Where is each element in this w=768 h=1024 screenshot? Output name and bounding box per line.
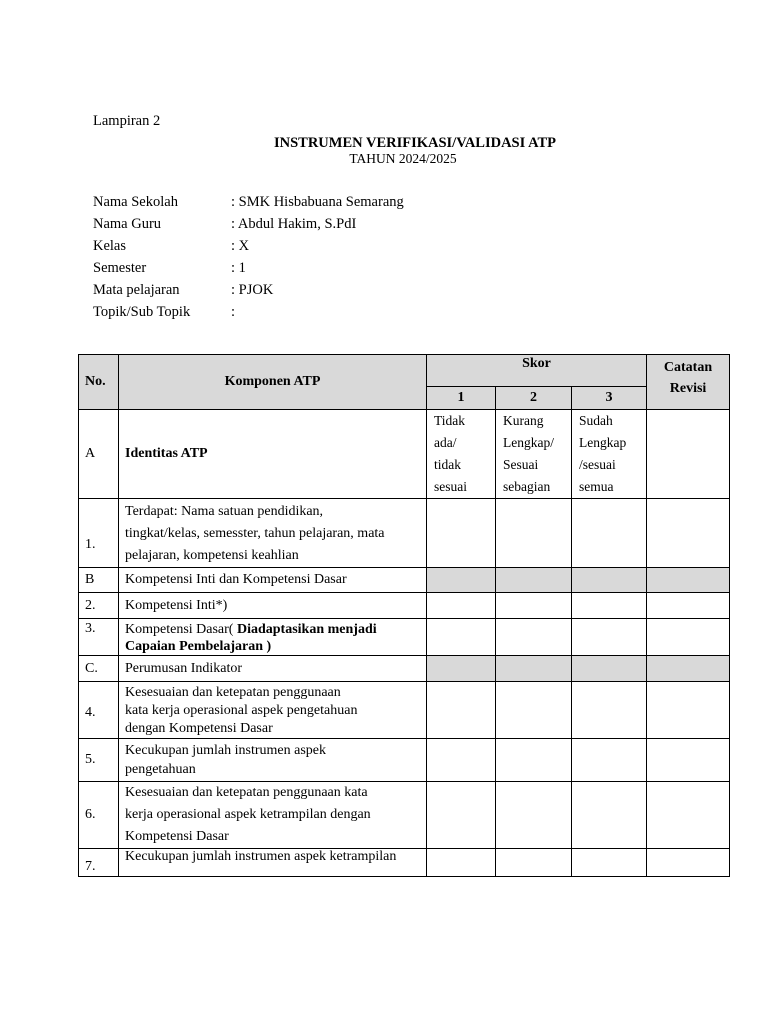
- row-7-label: Kecukupan jumlah instrumen aspek ketrampilan: [119, 849, 427, 877]
- shaded-cell: [647, 568, 730, 593]
- catatan-cell[interactable]: [647, 739, 730, 782]
- score-cell-1[interactable]: [427, 499, 496, 568]
- skor-1-line: tidak: [434, 457, 461, 472]
- score-cell-3[interactable]: [572, 782, 647, 849]
- header-catatan-revisi: [647, 355, 730, 410]
- header-komponen: Komponen ATP: [119, 355, 427, 410]
- score-cell-2[interactable]: [496, 849, 572, 877]
- row-b-label: Kompetensi Inti dan Kompetensi Dasar: [119, 568, 427, 593]
- score-cell-2[interactable]: [496, 782, 572, 849]
- catatan-cell[interactable]: [647, 410, 730, 499]
- catatan-cell[interactable]: [647, 782, 730, 849]
- row-3-label-bold-line2: Capaian Pembelajaran ): [125, 639, 272, 654]
- info-label-mata-pelajaran: Mata pelajaran: [93, 282, 180, 298]
- score-cell-2[interactable]: [496, 682, 572, 739]
- skor-1-line: Tidak: [434, 413, 466, 428]
- catatan-cell[interactable]: [647, 619, 730, 656]
- info-value-nama-sekolah: : SMK Hisbabuana Semarang: [231, 194, 404, 210]
- table-row-2: [79, 593, 730, 619]
- table-row-a: [79, 410, 730, 499]
- row-c-no: C.: [79, 656, 119, 682]
- shaded-cell: [572, 568, 647, 593]
- catatan-cell[interactable]: [647, 593, 730, 619]
- row-5-no: 5.: [79, 739, 119, 782]
- catatan-cell[interactable]: [647, 499, 730, 568]
- info-label-nama-guru: Nama Guru: [93, 216, 162, 232]
- table-row-3: [79, 619, 730, 656]
- row-6-line: Kesesuaian dan ketepatan penggunaan kata: [125, 785, 368, 800]
- header-catatan: Catatan: [663, 360, 713, 375]
- table-row-4: [79, 682, 730, 739]
- header-skor-1: 1: [427, 387, 496, 410]
- row-5-line: Kecukupan jumlah instrumen aspek: [125, 743, 327, 758]
- skor-2-line: sebagian: [503, 479, 551, 494]
- score-cell-2[interactable]: [496, 499, 572, 568]
- table-row-b: [79, 568, 730, 593]
- table-row-7: [79, 849, 730, 877]
- score-cell-2[interactable]: [496, 619, 572, 656]
- row-5-line: pengetahuan: [125, 762, 196, 777]
- score-cell-1[interactable]: [427, 619, 496, 656]
- info-value-topik: :: [231, 304, 236, 320]
- row-2-no: 2.: [79, 593, 119, 619]
- skor-2-line: Kurang: [503, 413, 544, 428]
- info-value-kelas: : X: [231, 238, 250, 254]
- header-no: No.: [79, 355, 119, 410]
- shaded-cell: [572, 656, 647, 682]
- header-skor-3: 3: [572, 387, 647, 410]
- score-cell-1[interactable]: [427, 739, 496, 782]
- skor-3-line: Lengkap: [579, 435, 627, 450]
- skor-1-description: [427, 410, 496, 499]
- shaded-cell: [496, 568, 572, 593]
- header-skor-2: 2: [496, 387, 572, 410]
- catatan-cell[interactable]: [647, 682, 730, 739]
- shaded-cell: [496, 656, 572, 682]
- row-3-label-plain: Kompetensi Dasar(: [125, 622, 234, 637]
- row-1-no: 1.: [79, 499, 119, 568]
- row-b-no: B: [79, 568, 119, 593]
- row-4-line: dengan Kompetensi Dasar: [125, 721, 273, 736]
- info-label-topik: Topik/Sub Topik: [93, 304, 191, 320]
- document-subtitle: TAHUN 2024/2025: [349, 151, 457, 166]
- skor-2-description: [496, 410, 572, 499]
- shaded-cell: [647, 656, 730, 682]
- row-1-line: pelajaran, kompetensi keahlian: [125, 548, 299, 563]
- row-4-line: kata kerja operasional aspek pengetahuan: [125, 703, 358, 718]
- score-cell-3[interactable]: [572, 739, 647, 782]
- info-label-kelas: Kelas: [93, 238, 127, 254]
- row-a-no: A: [79, 410, 119, 499]
- skor-1-line: ada/: [434, 435, 457, 450]
- row-1-line: tingkat/kelas, semesster, tahun pelajaran, mata: [125, 526, 385, 541]
- row-4-no: 4.: [79, 682, 119, 739]
- score-cell-3[interactable]: [572, 849, 647, 877]
- table-row-c: [79, 656, 730, 682]
- shaded-cell: [427, 656, 496, 682]
- row-c-label: Perumusan Indikator: [119, 656, 427, 682]
- atp-table: [78, 354, 730, 877]
- row-3-label-bold: Diadaptasikan menjadi: [233, 622, 377, 637]
- skor-3-description: [572, 410, 647, 499]
- skor-2-line: Sesuai: [503, 457, 539, 472]
- table-row-1: [79, 499, 730, 568]
- skor-3-line: Sudah: [579, 413, 613, 428]
- table-row-6: [79, 782, 730, 849]
- catatan-cell[interactable]: [647, 849, 730, 877]
- score-cell-3[interactable]: [572, 593, 647, 619]
- skor-2-line: Lengkap/: [503, 435, 554, 450]
- row-4-label: [119, 682, 427, 739]
- row-6-line: Kompetensi Dasar: [125, 829, 229, 844]
- row-5-label: [119, 739, 427, 782]
- skor-1-line: sesuai: [434, 479, 467, 494]
- row-3-no: 3.: [79, 619, 119, 656]
- score-cell-1[interactable]: [427, 682, 496, 739]
- score-cell-1[interactable]: [427, 593, 496, 619]
- info-value-mata-pelajaran: : PJOK: [231, 282, 274, 298]
- shaded-cell: [427, 568, 496, 593]
- row-7-no: 7.: [79, 849, 119, 877]
- score-cell-3[interactable]: [572, 682, 647, 739]
- score-cell-3[interactable]: [572, 619, 647, 656]
- row-a-label: Identitas ATP: [119, 410, 427, 499]
- header-revisi: Revisi: [669, 381, 707, 396]
- row-4-line: Kesesuaian dan ketepatan penggunaan: [125, 685, 341, 700]
- row-6-label: [119, 782, 427, 849]
- row-1-line: Terdapat: Nama satuan pendidikan,: [125, 504, 324, 519]
- row-1-label: [119, 499, 427, 568]
- info-label-semester: Semester: [93, 260, 147, 276]
- skor-3-line: /sesuai: [579, 457, 616, 472]
- info-label-nama-sekolah: Nama Sekolah: [93, 194, 178, 210]
- score-cell-2[interactable]: [496, 593, 572, 619]
- score-cell-2[interactable]: [496, 739, 572, 782]
- row-2-label: Kompetensi Inti*): [119, 593, 427, 619]
- skor-3-line: semua: [579, 479, 614, 494]
- score-cell-1[interactable]: [427, 782, 496, 849]
- row-6-line: kerja operasional aspek ketrampilan dengan: [125, 807, 371, 822]
- lampiran-label: Lampiran 2: [93, 113, 161, 129]
- row-3-label: [119, 619, 427, 656]
- table-row-5: [79, 739, 730, 782]
- header-skor: Skor: [427, 355, 647, 387]
- score-cell-1[interactable]: [427, 849, 496, 877]
- info-value-nama-guru: : Abdul Hakim, S.PdI: [231, 216, 357, 232]
- row-6-no: 6.: [79, 782, 119, 849]
- info-value-semester: : 1: [231, 260, 246, 276]
- document-title: INSTRUMEN VERIFIKASI/VALIDASI ATP: [273, 135, 556, 151]
- score-cell-3[interactable]: [572, 499, 647, 568]
